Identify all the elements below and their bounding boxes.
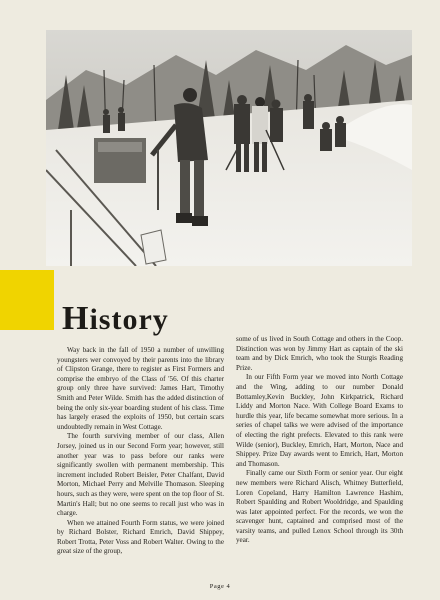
title-initial: H bbox=[62, 300, 90, 338]
photo-illustration bbox=[46, 30, 412, 266]
page-title bbox=[62, 302, 169, 336]
paragraph: Way back in the fall of 1950 a number of unwilling youngsters wer convoyed by their parents into the library of Clipston Grange, there to register as First Formers and comprise the embryo of the Class of '56. Of this charter group only three have survived: James Hart, Timothy Smith and Peter Wilde. Smith has the added distinction of being the only six-year boarding student of his class. Time has largely erased the exploits of 1950, but certain scars undoubtedly remain in West Cottage. bbox=[57, 346, 224, 431]
paragraph: When we attained Fourth Form status, we were joined by Richard Bolster, Richard Emrich, David Shippey, Robert Trotta, Peter Voss and Robert Walter. Owing to the great size of the group, bbox=[57, 518, 224, 556]
accent-color-block bbox=[0, 270, 54, 330]
paragraph: Finally came our Sixth Form or senior year. Our eight new members were Richard Alisch, Whitney Butterfield, Loren Copeland, Harry Hamilton Lawrence Hashim, Robert Spaulding and Robert Wooldridge, and Spaulding was later appointed perfect. For the records, we won the scavenger hunt, captained and comprised most of the varsity teams, and pulled Lenox School through its 30th year. bbox=[236, 469, 403, 545]
title-rest: istory bbox=[89, 303, 169, 337]
paragraph: In our Fifth Form year we moved into North Cottage and the Wing, adding to our number Donald Bottamley,Kevin Buckley, John Kirkpatrick, Richard Liddy and Morton Nace. With College Board Exams to hurdle this year, life became somewhat more serious. In a series of chapel talks we were advised of the importance of electing the right prefects. Elevated to this rank were Wilde (senior), Buckley, Emrich, Hart, Morton, Nace and Shippey. Prize Day awards went to Emrich, Hart, Morton and Thomason. bbox=[236, 373, 403, 468]
winter-skating-photo bbox=[46, 30, 412, 266]
paragraph: some of us lived in South Cottage and others in the Coop. Distinction was won by Jimmy Hart as captain of the ski team and by Dick Emrich, who took the Sturgis Reading Prize. bbox=[236, 335, 403, 372]
page-number: Page 4 bbox=[209, 583, 231, 590]
paragraph: The fourth surviving member of our class, Allen Jorsey, joined us in our Second Form year; however, still another year was to pass before our ranks were significantly swollen with permanent membership. This increment included Robert Beisler, Peter Chalfant, David Morton, Michael Perry and Melville Thomason. Sleeping hours, such as they were, were spent on the top floor of St. Martin's Hall; but no one seems to recall just who was in charge. bbox=[57, 432, 224, 518]
text-column-left bbox=[57, 346, 224, 557]
text-column-right bbox=[236, 335, 403, 546]
